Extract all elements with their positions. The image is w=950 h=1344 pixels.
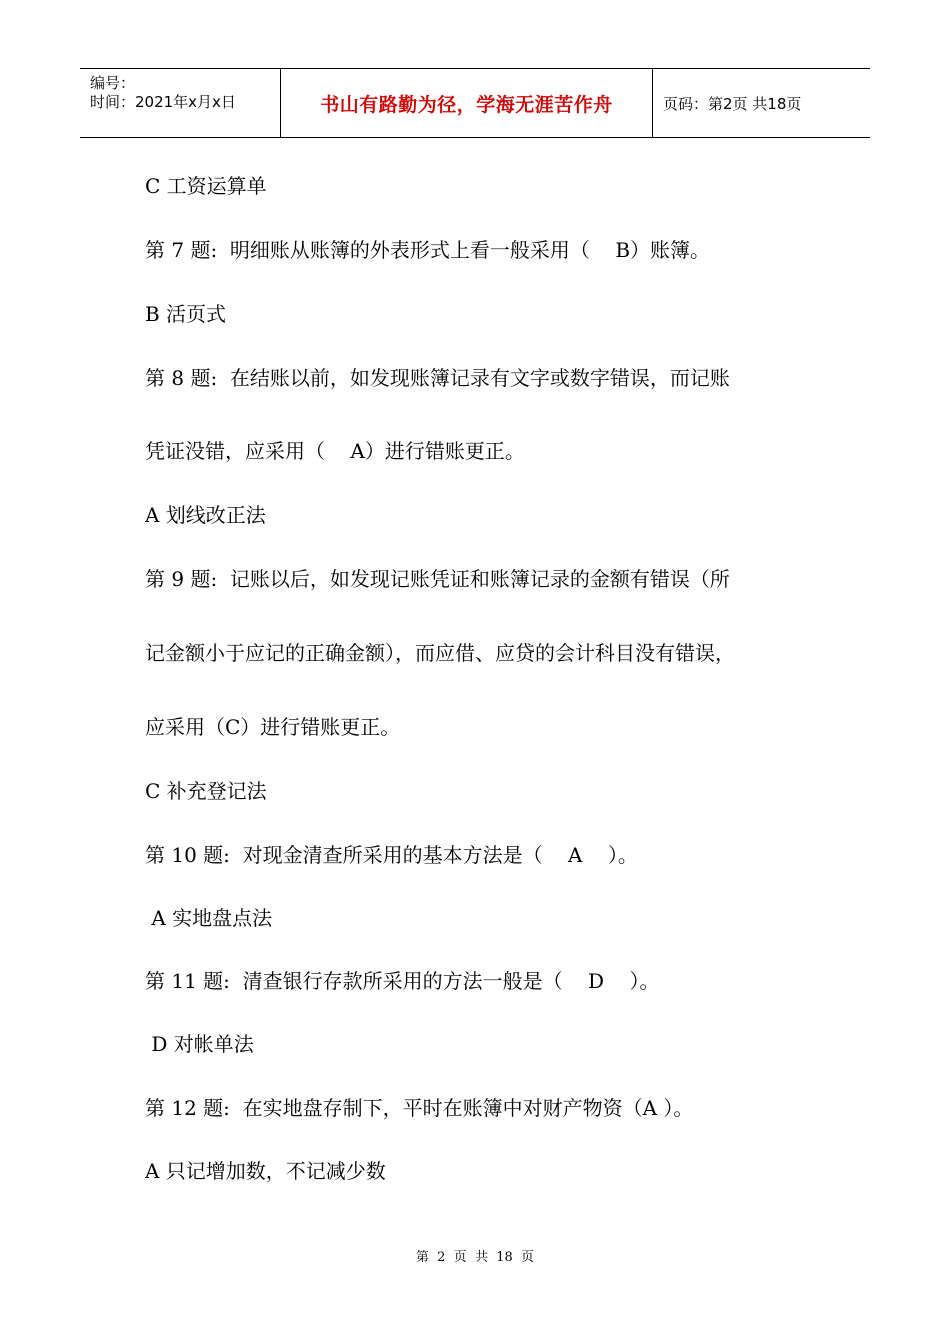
text-line: 第 10 题: 对现金清查所采用的基本方法是（ A ）。 [145, 843, 638, 867]
text-line: 第 11 题: 清查银行存款所采用的方法一般是（ D ）。 [145, 969, 660, 993]
text-line: 第 12 题: 在实地盘存制下，平时在账簿中对财产物资（A ）。 [145, 1096, 694, 1120]
text-line: A 只记增加数，不记减少数 [145, 1159, 386, 1183]
header-middle-cell [280, 69, 653, 137]
text-line: A 划线改正法 [145, 503, 266, 527]
page-footer: 第 2 页 共 18 页 [415, 1250, 535, 1265]
text-line: D 对帐单法 [145, 1032, 254, 1056]
text-line: C 补充登记法 [145, 779, 267, 803]
text-line: C 工资运算单 [145, 174, 267, 198]
time-label: 时间：2021年x月x日 [90, 93, 236, 111]
text-line: 应采用（C）进行错账更正。 [145, 715, 401, 739]
text-line: 第 7 题: 明细账从账簿的外表形式上看一般采用（ B）账簿。 [145, 238, 711, 262]
text-line: 记金额小于应记的正确金额），而应借、应贷的会计科目没有错误， [145, 641, 735, 665]
motto: 书山有路勤为径，学海无涯苦作舟 [320, 93, 613, 116]
number-label: 编号： [90, 74, 136, 92]
text-line: B 活页式 [145, 302, 227, 326]
text-line: 第 8 题: 在结账以前，如发现账簿记录有文字或数字错误，而记账 [145, 366, 730, 390]
page-info: 页码：第2页 共18页 [663, 94, 802, 113]
header-right-cell [653, 69, 870, 137]
text-line: 凭证没错，应采用（ A）进行错账更正。 [145, 439, 525, 463]
text-line: A 实地盘点法 [145, 906, 273, 930]
page-header [80, 68, 870, 138]
text-line: 第 9 题: 记账以后，如发现记账凭证和账簿记录的金额有错误（所 [145, 567, 730, 591]
header-left-cell [80, 69, 280, 137]
